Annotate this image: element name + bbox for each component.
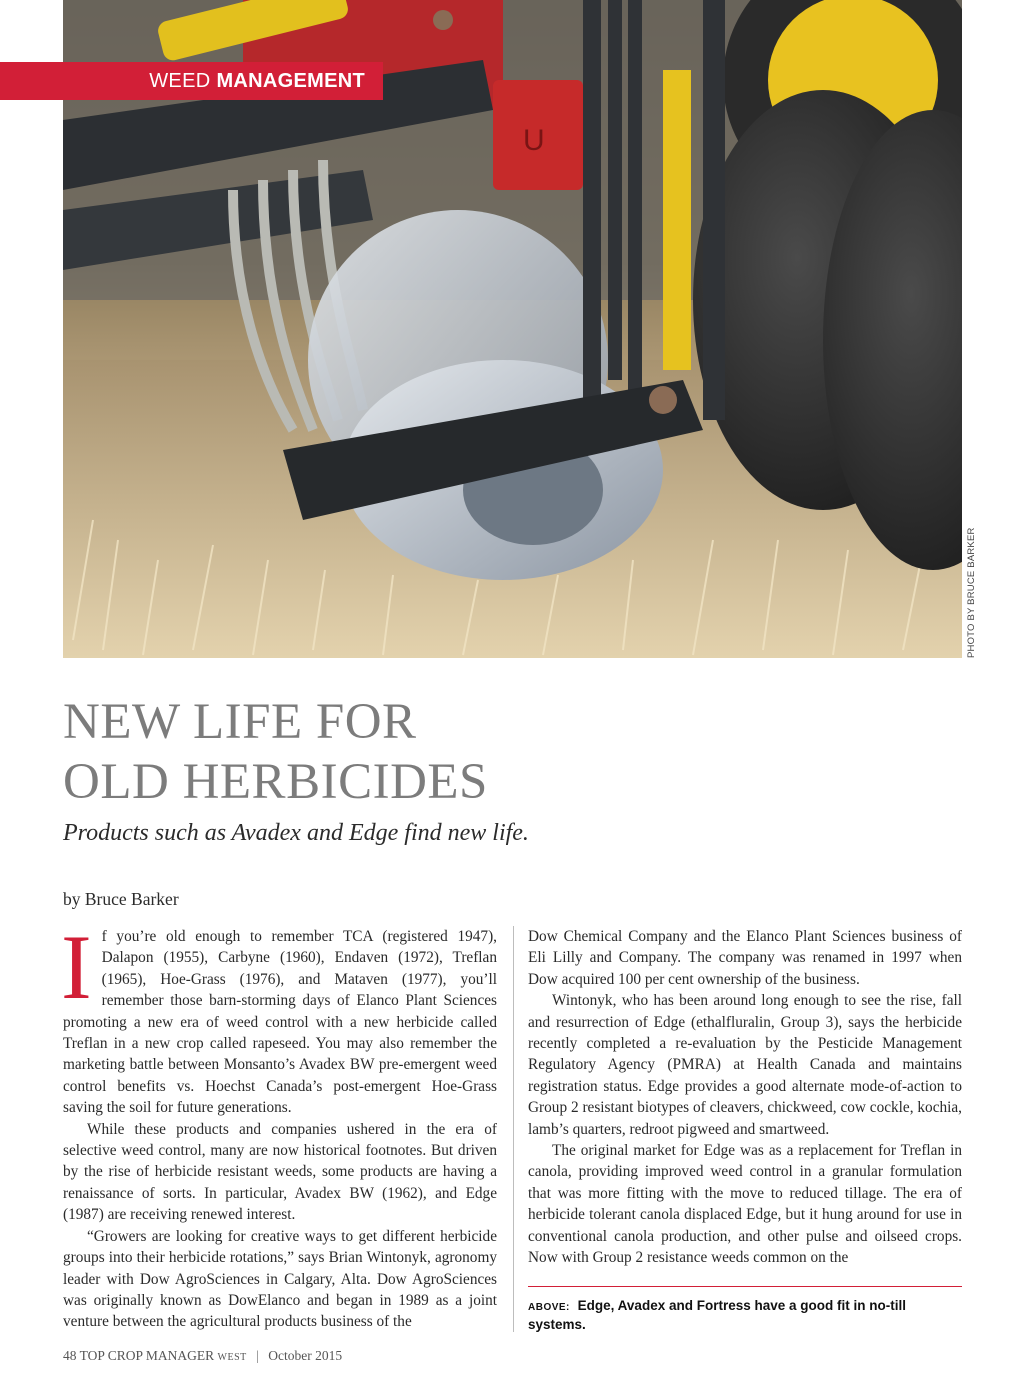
issue-date: October 2015 [268, 1348, 343, 1363]
photo-caption [528, 1297, 962, 1333]
page-footer [63, 1348, 342, 1364]
article-subtitle: Products such as Avadex and Edge find new life. [63, 820, 529, 846]
magazine-name: TOP CROP MANAGER [79, 1348, 215, 1363]
column-divider [513, 926, 514, 1332]
section-label-bold: MANAGEMENT [216, 69, 365, 92]
caption-lead: ABOVE: [528, 1302, 570, 1313]
body-column-right [528, 926, 962, 1269]
section-banner [0, 62, 383, 100]
drop-cap: I [61, 916, 92, 1018]
body-paragraph: The original market for Edge was as a replacement for Treflan in canola, providing improved weed control in a granular formulation that was more fitting with the move to reduced tillage. The era of herbicide tolerant canola displaced Edge, but it hung around for use in conventional canola production, and other pulse and oilseed crops. Now with Group 2 resistance weeds common on the [528, 1142, 962, 1267]
body-column-left [61, 916, 497, 1333]
body-paragraph: If you’re old enough to remember TCA (registered 1947), Dalapon (1955), Carbyne (1960), Endaven (1972), Treflan (1965), Hoe-Grass (1976), and Mataven (1977), you’ll remember those barn-storming days of Elanco Plant Sciences promoting a new era of weed control with a new herbicide called Treflan in a new crop called rapeseed. You may also remember the marketing battle between Monsanto’s Avadex BW pre-emergent weed control benefits vs. Hoechst Canada’s post-emergent Hoe-Grass saving the soil for future generations. [61, 916, 497, 1117]
article-byline: by Bruce Barker [63, 889, 179, 909]
page-number: 48 [63, 1348, 77, 1363]
caption-divider [528, 1286, 962, 1287]
photo-credit: PHOTO BY BRUCE BARKER [966, 527, 977, 658]
magazine-edition: WEST [217, 1352, 247, 1363]
body-paragraph: “Growers are looking for creative ways to get different herbicide groups into their herbicide rotations,” says Brian Wintonyk, agronomy leader with Dow AgroSciences in Calgary, Alta. Dow AgroSciences was originally known as DowElanco and began in 1989 as a joint venture between the agricultural products business of the [63, 1227, 497, 1331]
footer-separator: | [256, 1348, 259, 1363]
headline-line-1: NEW LIFE FOR [63, 694, 417, 750]
body-paragraph: While these products and companies ushered in the era of selective weed control, many are now historical footnotes. But driven by the rise of herbicide resistant weeds, some products are having a renaissance of sorts. In particular, Avadex BW (1962), and Edge (1987) are receiving renewed interest. [63, 1120, 497, 1224]
body-paragraph: Wintonyk, who has been around long enough to see the rise, fall and resurrection of Edge (ethalfluralin, Group 3), says the herbicide recently completed a re-evaluation by the Pesticide Management Regulatory Agency (PMRA) at Health Canada and maintains registration status. Edge provides a good alternate mode-of-action to Group 2 resistant biotypes of cleavers, chickweed, cow cockle, kochia, lamb’s quarters, redroot pigweed and smartweed. [528, 992, 962, 1138]
body-paragraph: Dow Chemical Company and the Elanco Plant Sciences business of Eli Lilly and Company. The company was renamed in 1997 when Dow acquired 100 per cent ownership of the business. [528, 928, 962, 988]
headline-line-2: OLD HERBICIDES [63, 754, 488, 810]
caption-text: Edge, Avadex and Fortress have a good fit in no-till systems. [528, 1298, 906, 1332]
section-label-light: WEED [149, 69, 211, 92]
article-headline [63, 692, 943, 812]
svg-text:U: U [523, 124, 545, 157]
